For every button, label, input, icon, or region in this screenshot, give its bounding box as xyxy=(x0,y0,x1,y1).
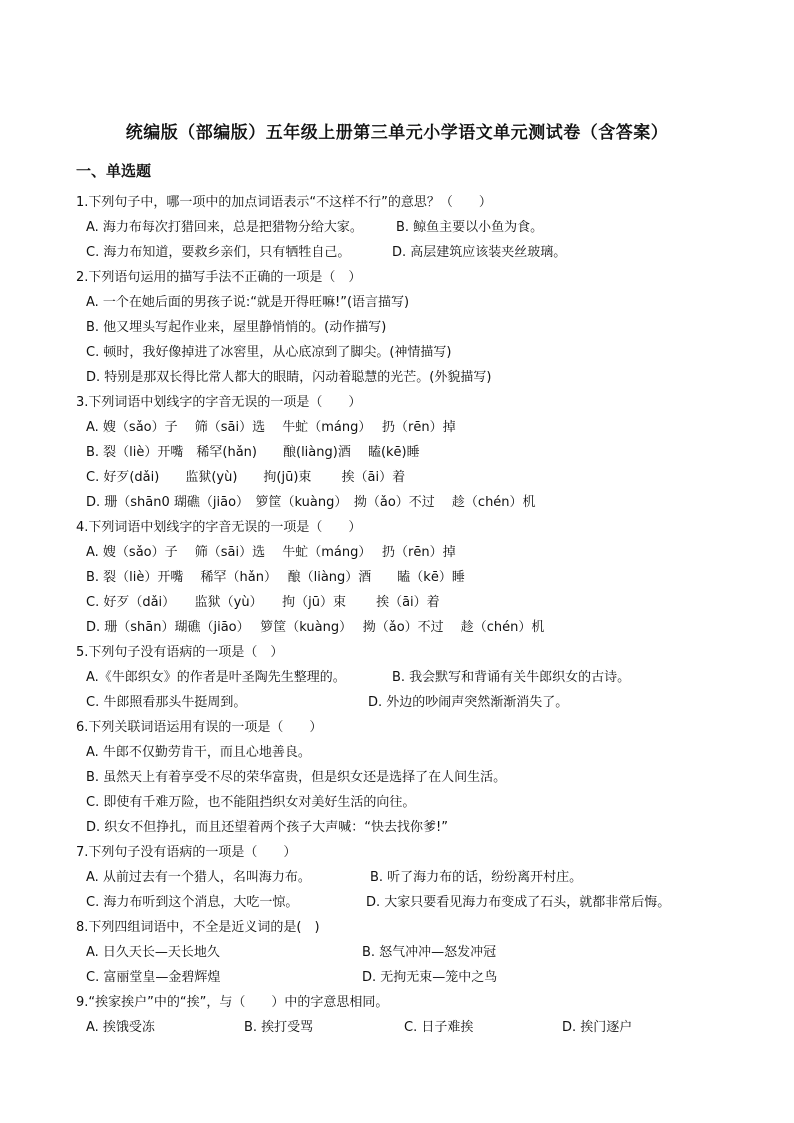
option-b: B. 虽然天上有着享受不尽的荣华富贵，但是织女还是选择了在人间生活。 xyxy=(86,770,507,785)
option-b: B. 裂（liè）开嘴 稀罕(hǎn) 酿(liàng)酒 瞌(kē)睡 xyxy=(86,445,420,460)
option-b: B. 怒气冲冲—怒发冲冠 xyxy=(362,945,497,960)
option-a: A. 海力布每次打猎回来，总是把猎物分给大家。 xyxy=(86,220,363,235)
option-c: C. 即使有千难万险，也不能阻挡织女对美好生活的向往。 xyxy=(86,795,416,810)
question-stem: 4.下列词语中划线字的字音无误的一项是（ ） xyxy=(76,520,362,535)
option-d: D. 无拘无束—笼中之鸟 xyxy=(362,970,498,985)
question-stem: 7.下列句子没有语病的一项是（ ） xyxy=(76,845,297,860)
option-c: C. 日子难挨 xyxy=(404,1020,474,1035)
option-a: A. 日久天长—天长地久 xyxy=(86,945,220,960)
option-d: D. 挨门逐户 xyxy=(562,1020,633,1035)
option-b: B. 我会默写和背诵有关牛郎织女的古诗。 xyxy=(392,670,631,685)
option-d: D. 织女不但挣扎，而且还望着两个孩子大声喊：“快去找你爹!” xyxy=(86,820,448,835)
document-title: 统编版（部编版）五年级上册第三单元小学语文单元测试卷（含答案） xyxy=(125,123,669,143)
option-d: D. 珊（shān0 瑚礁（jiāo） 箩筐（kuàng） 拗（ǎo）不过 趁（chén）机 xyxy=(86,495,536,510)
option-c: C. 顿时，我好像掉进了冰窖里，从心底凉到了脚尖。(神情描写) xyxy=(86,345,452,360)
question-stem: 6.下列关联词语运用有误的一项是（ ） xyxy=(76,720,323,735)
question-stem: 9.“挨家挨户”中的“挨”，与（ ）中的字意思相同。 xyxy=(76,995,389,1010)
option-a: A.《牛郎织女》的作者是叶圣陶先生整理的。 xyxy=(86,670,346,685)
option-c: C. 海力布知道，要救乡亲们，只有牺牲自己。 xyxy=(86,245,351,260)
option-a: A. 嫂（sǎo）子 筛（sāi）选 牛虻（máng） 扔（rēn）掉 xyxy=(86,420,456,435)
option-b: B. 挨打受骂 xyxy=(244,1020,314,1035)
option-b: B. 他又埋头写起作业来，屋里静悄悄的。(动作描写) xyxy=(86,320,387,335)
option-b: B. 裂（liè）开嘴 稀罕（hǎn） 酿（liàng）酒 瞌（kē）睡 xyxy=(86,570,465,585)
option-c: C. 富丽堂皇—金碧辉煌 xyxy=(86,970,221,985)
option-c: C. 海力布听到这个消息，大吃一惊。 xyxy=(86,895,299,910)
option-a: A. 嫂（sǎo）子 筛（sāi）选 牛虻（máng） 扔（rēn）掉 xyxy=(86,545,456,560)
section-heading: 一、单选题 xyxy=(76,162,152,180)
option-d: D. 特别是那双长得比常人都大的眼睛，闪动着聪慧的光芒。(外貌描写) xyxy=(86,370,492,385)
option-c: C. 牛郎照看那头牛挺周到。 xyxy=(86,695,247,710)
question-stem: 2.下列语句运用的描写手法不正确的一项是（ ） xyxy=(76,270,362,285)
option-d: D. 大家只要看见海力布变成了石头，就都非常后悔。 xyxy=(366,895,671,910)
question-stem: 5.下列句子没有语病的一项是（ ） xyxy=(76,645,284,660)
option-b: B. 听了海力布的话，纷纷离开村庄。 xyxy=(370,870,583,885)
option-c: C. 好歹（dǎi） 监狱（yù） 拘（jū）束 挨（āi）着 xyxy=(86,595,440,610)
option-a: A. 牛郎不仅勤劳肯干，而且心地善良。 xyxy=(86,745,311,760)
option-c: C. 好歹(dǎi) 监狱(yù) 拘(jū)束 挨（āi）着 xyxy=(86,470,406,485)
option-a: A. 一个在她后面的男孩子说:“就是开得旺嘛!”(语言描写) xyxy=(86,295,410,310)
option-d: D. 高层建筑应该装夹丝玻璃。 xyxy=(392,245,567,260)
question-stem: 3.下列词语中划线字的字音无误的一项是（ ） xyxy=(76,395,362,410)
question-stem: 1.下列句子中，哪一项中的加点词语表示“不这样不行”的意思？（ ） xyxy=(76,195,492,210)
option-b: B. 鲸鱼主要以小鱼为食。 xyxy=(396,220,544,235)
option-d: D. 珊（shān）瑚礁（jiāo） 箩筐（kuàng） 拗（ǎo）不过 趁（chén）机 xyxy=(86,620,545,635)
option-d: D. 外边的吵闹声突然渐渐消失了。 xyxy=(368,695,569,710)
question-stem: 8.下列四组词语中，不全是近义词的是( ) xyxy=(76,920,320,935)
option-a: A. 挨饿受冻 xyxy=(86,1020,155,1035)
option-a: A. 从前过去有一个猎人，名叫海力布。 xyxy=(86,870,311,885)
